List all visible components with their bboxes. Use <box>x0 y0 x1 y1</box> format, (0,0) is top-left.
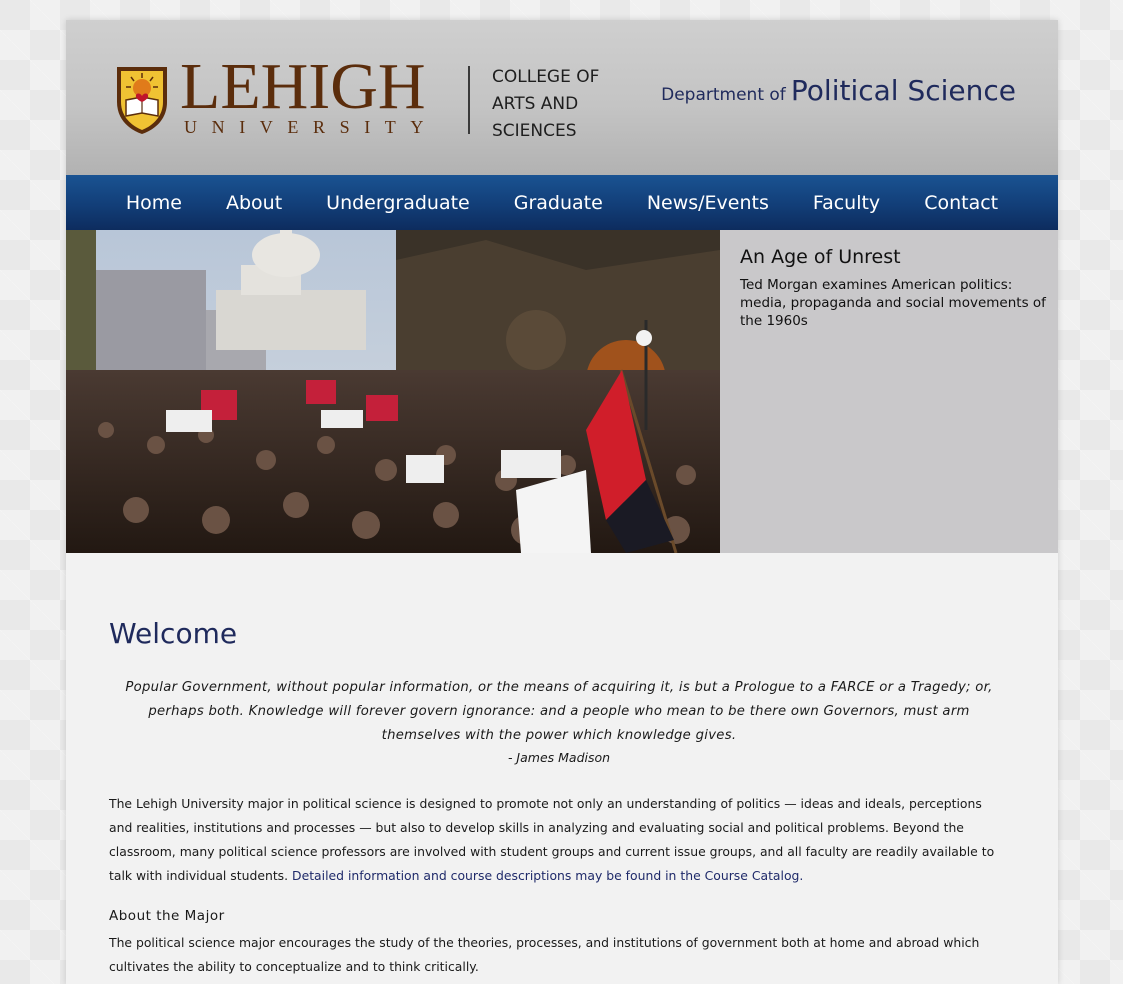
course-catalog-link[interactable]: Detailed information and course descriptions may be found in the Course Catalog. <box>292 868 804 883</box>
nav-about[interactable]: About <box>225 191 283 214</box>
intro-paragraph <box>109 792 1009 888</box>
nav-home[interactable]: Home <box>125 191 182 214</box>
welcome-heading: Welcome <box>109 617 238 650</box>
nav-undergraduate[interactable]: Undergraduate <box>326 191 470 214</box>
department-name: Political Science <box>790 74 1016 107</box>
nav-news-events[interactable]: News/Events <box>646 191 769 214</box>
quote-attribution: - James Madison <box>507 750 611 765</box>
college-line-3: SCIENCES <box>492 121 577 141</box>
feature-description: Ted Morgan examines American politics: media, propaganda and social movements of the 1960s <box>740 277 1046 329</box>
madison-quote: Popular Government, without popular information, or the means of acquiring it, is but a Prologue to a FARCE or a Tragedy; or, perhaps both. Knowledge will forever govern ignorance: and a people who mean to be there own Governors, must arm themselves with the power which knowledge gives. <box>125 680 993 743</box>
lehigh-shield-logo[interactable] <box>114 64 170 136</box>
lehigh-wordmark[interactable]: LEHIGH <box>180 50 426 123</box>
intro-text: The Lehigh University major in political science is designed to promote not only an understanding of politics — ideas and ideals, perceptions and realities, institutions and processes — but also to develop skills in analyzing and evaluating social and political problems. Beyond the classroom, many political science professors are involved with student groups and current issue groups, and all faculty are readily available to talk with individual students. <box>109 796 995 883</box>
department-title[interactable] <box>661 74 1016 107</box>
nav-faculty[interactable]: Faculty <box>812 191 881 214</box>
college-name <box>492 64 652 145</box>
about-major-heading: About the Major <box>109 908 225 924</box>
department-prefix: Department of <box>661 85 786 105</box>
about-major-text: The political science major encourages the study of the theories, processes, and institutions of government both at home and abroad which cultivates the ability to conceptualize and to think critically. <box>109 935 980 974</box>
hero-protest-photo[interactable] <box>66 230 720 553</box>
header-divider <box>468 66 470 134</box>
college-line-2: ARTS AND <box>492 94 579 114</box>
nav-contact[interactable]: Contact <box>924 191 999 214</box>
feature-title[interactable]: An Age of Unrest <box>740 246 901 268</box>
feature-panel[interactable] <box>720 230 1058 553</box>
site-header <box>66 20 1058 175</box>
university-wordmark: UNIVERSITY <box>184 117 438 137</box>
nav-graduate[interactable]: Graduate <box>513 191 603 214</box>
main-nav <box>66 175 1058 230</box>
college-line-1: COLLEGE OF <box>492 67 600 87</box>
page-container <box>66 20 1058 984</box>
